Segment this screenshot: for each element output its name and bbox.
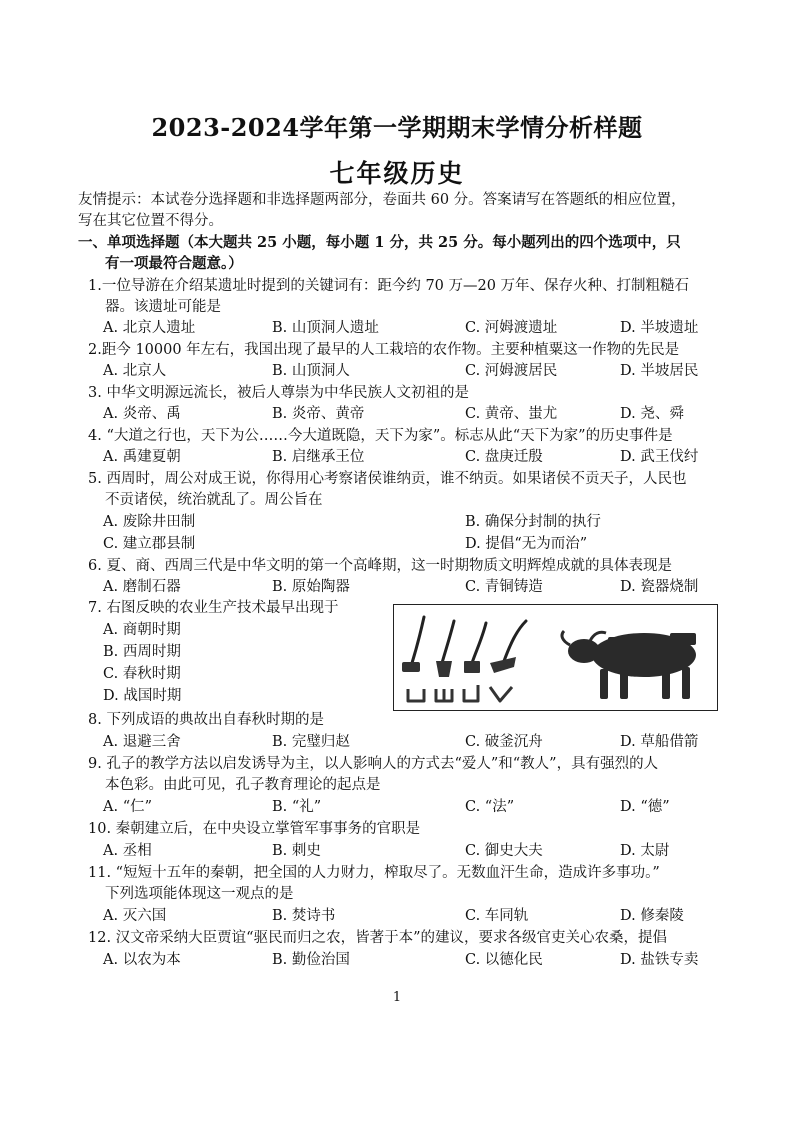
exam-subtitle: 七年级历史: [329, 159, 465, 188]
rake-handle-icon: [472, 623, 486, 663]
question-5-stem: 5. 西周时，周公对成王说，你得用心考察诸侯谁纳贡，谁不纳贡。如果诸侯不贡天子，人民也: [88, 471, 687, 487]
question-7-option-a[interactable]: A. 商朝时期: [103, 622, 181, 638]
question-1-option-a[interactable]: A. 北京人遗址: [103, 320, 196, 336]
question-3-option-c[interactable]: C. 黄帝、蚩尤: [465, 406, 558, 422]
question-2-stem: 2.距今 10000 年左右，我国出现了最早的人工栽培的农作物。主要种植粟这一作物的先民是: [88, 342, 680, 358]
question-9-option-a[interactable]: A. “仁”: [103, 799, 153, 815]
question-5-option-c[interactable]: C. 建立郡县制: [103, 536, 196, 552]
question-4-option-a[interactable]: A. 禹建夏朝: [103, 449, 181, 465]
question-1-stem-cont: 器。该遗址可能是: [105, 299, 221, 315]
question-11-option-a[interactable]: A. 灭六国: [103, 908, 167, 924]
question-6-stem: 6. 夏、商、西周三代是中华文明的第一个高峰期，这一时期物质文明辉煌成就的具体表现是: [88, 558, 672, 574]
question-11-stem-cont: 下列选项能体现这一观点的是: [105, 886, 294, 902]
section-heading-line-2: 有一项最符合题意。）: [105, 255, 243, 272]
question-4-stem: 4. “大道之行也，天下为公……今大道既隐，天下为家”。标志从此“天下为家”的历史事件是: [88, 428, 673, 444]
farming-tools-ox-figure: [393, 604, 718, 711]
question-9-stem-cont: 本色彩。由此可见，孔子教育理论的起点是: [105, 777, 381, 793]
question-10-option-a[interactable]: A. 丞相: [103, 843, 152, 859]
question-5-option-a[interactable]: A. 废除井田制: [103, 514, 196, 530]
question-10-option-d[interactable]: D. 太尉: [620, 843, 670, 859]
question-6-option-a[interactable]: A. 磨制石器: [103, 579, 181, 595]
notice-line-2: 写在其它位置不得分。: [78, 213, 223, 229]
question-9-stem: 9. 孔子的教学方法以启发诱导为主，以人影响人的方式去“爱人”和“教人”，具有强烈的人: [88, 756, 659, 772]
question-7-option-c[interactable]: C. 春秋时期: [103, 666, 181, 682]
question-12-option-a[interactable]: A. 以农为本: [103, 952, 181, 968]
question-5-stem-cont: 不贡诸侯，统治就乱了。周公旨在: [105, 492, 323, 508]
question-4-option-d[interactable]: D. 武王伐纣: [620, 449, 699, 465]
question-6-option-b[interactable]: B. 原始陶器: [272, 579, 350, 595]
question-12-option-b[interactable]: B. 勤俭治国: [272, 952, 350, 968]
question-11-option-c[interactable]: C. 车同轨: [465, 908, 529, 924]
question-2-option-d[interactable]: D. 半坡居民: [620, 363, 699, 379]
hoe-handle-icon: [412, 617, 424, 663]
question-8-option-b[interactable]: B. 完璧归赵: [272, 734, 350, 750]
question-10-option-c[interactable]: C. 御史大夫: [465, 843, 543, 859]
question-12-option-d[interactable]: D. 盐铁专卖: [620, 952, 699, 968]
question-11-option-d[interactable]: D. 修秦陵: [620, 908, 684, 924]
question-3-option-b[interactable]: B. 炎帝、黄帝: [272, 406, 365, 422]
question-12-stem: 12. 汉文帝采纳大臣贾谊“驱民而归之农，皆著于本”的建议，要求各级官吏关心农桑，提倡: [88, 930, 667, 946]
question-12-option-c[interactable]: C. 以德化民: [465, 952, 543, 968]
question-9-option-b[interactable]: B. “礼”: [272, 799, 322, 815]
question-3-option-a[interactable]: A. 炎帝、禹: [103, 406, 181, 422]
question-8-option-a[interactable]: A. 退避三舍: [103, 734, 181, 750]
ox-icon: [562, 631, 696, 699]
question-5-option-b[interactable]: B. 确保分封制的执行: [465, 514, 601, 530]
question-9-option-d[interactable]: D. “德”: [620, 799, 670, 815]
question-1-option-b[interactable]: B. 山顶洞人遗址: [272, 320, 379, 336]
question-8-option-d[interactable]: D. 草船借箭: [620, 734, 699, 750]
question-7-option-b[interactable]: B. 西周时期: [103, 644, 181, 660]
question-10-stem: 10. 秦朝建立后，在中央设立掌管军事事务的官职是: [88, 821, 421, 837]
question-2-option-c[interactable]: C. 河姆渡居民: [465, 363, 558, 379]
question-3-option-d[interactable]: D. 尧、舜: [620, 406, 684, 422]
spade-handle-icon: [442, 621, 454, 663]
farming-tools-ox-illustration: [394, 605, 717, 710]
question-2-option-a[interactable]: A. 北京人: [103, 363, 167, 379]
notice-line-1: 友情提示：本试卷分选择题和非选择题两部分，卷面共 60 分。答案请写在答题纸的相应位置，: [78, 192, 686, 208]
page-number: 1: [392, 990, 402, 1005]
question-6-option-c[interactable]: C. 青铜铸造: [465, 579, 543, 595]
question-4-option-b[interactable]: B. 启继承王位: [272, 449, 365, 465]
question-6-option-d[interactable]: D. 瓷器烧制: [620, 579, 699, 595]
question-2-option-b[interactable]: B. 山顶洞人: [272, 363, 350, 379]
question-4-option-c[interactable]: C. 盘庚迁殷: [465, 449, 543, 465]
question-1-option-d[interactable]: D. 半坡遗址: [620, 320, 699, 336]
question-10-option-b[interactable]: B. 刺史: [272, 843, 321, 859]
question-11-option-b[interactable]: B. 焚诗书: [272, 908, 336, 924]
question-8-stem: 8. 下列成语的典故出自春秋时期的是: [88, 712, 324, 728]
question-7-option-d[interactable]: D. 战国时期: [103, 688, 182, 704]
plow-handle-icon: [504, 621, 526, 661]
exam-title: 2023-2024学年第一学期期末学情分析样题: [151, 113, 643, 142]
question-8-option-c[interactable]: C. 破釜沉舟: [465, 734, 543, 750]
question-5-option-d[interactable]: D. 提倡“无为而治”: [465, 536, 588, 552]
question-7-stem: 7. 右图反映的农业生产技术最早出现于: [88, 600, 339, 616]
question-3-stem: 3. 中华文明源远流长，被后人尊崇为中华民族人文初祖的是: [88, 385, 469, 401]
question-11-stem: 11. “短短十五年的秦朝，把全国的人力财力，榨取尽了。无数血汗生命，造成许多事功。”: [88, 865, 660, 881]
question-9-option-c[interactable]: C. “法”: [465, 799, 515, 815]
question-1-stem: 1.一位导游在介绍某遗址时提到的关键词有：距今约 70 万—20 万年、保存火种、打制粗糙石: [88, 278, 690, 294]
section-heading-line-1: 一、单项选择题（本大题共 25 小题，每小题 1 分，共 25 分。每小题列出的四个选项中，只: [78, 234, 681, 251]
question-1-option-c[interactable]: C. 河姆渡遗址: [465, 320, 558, 336]
